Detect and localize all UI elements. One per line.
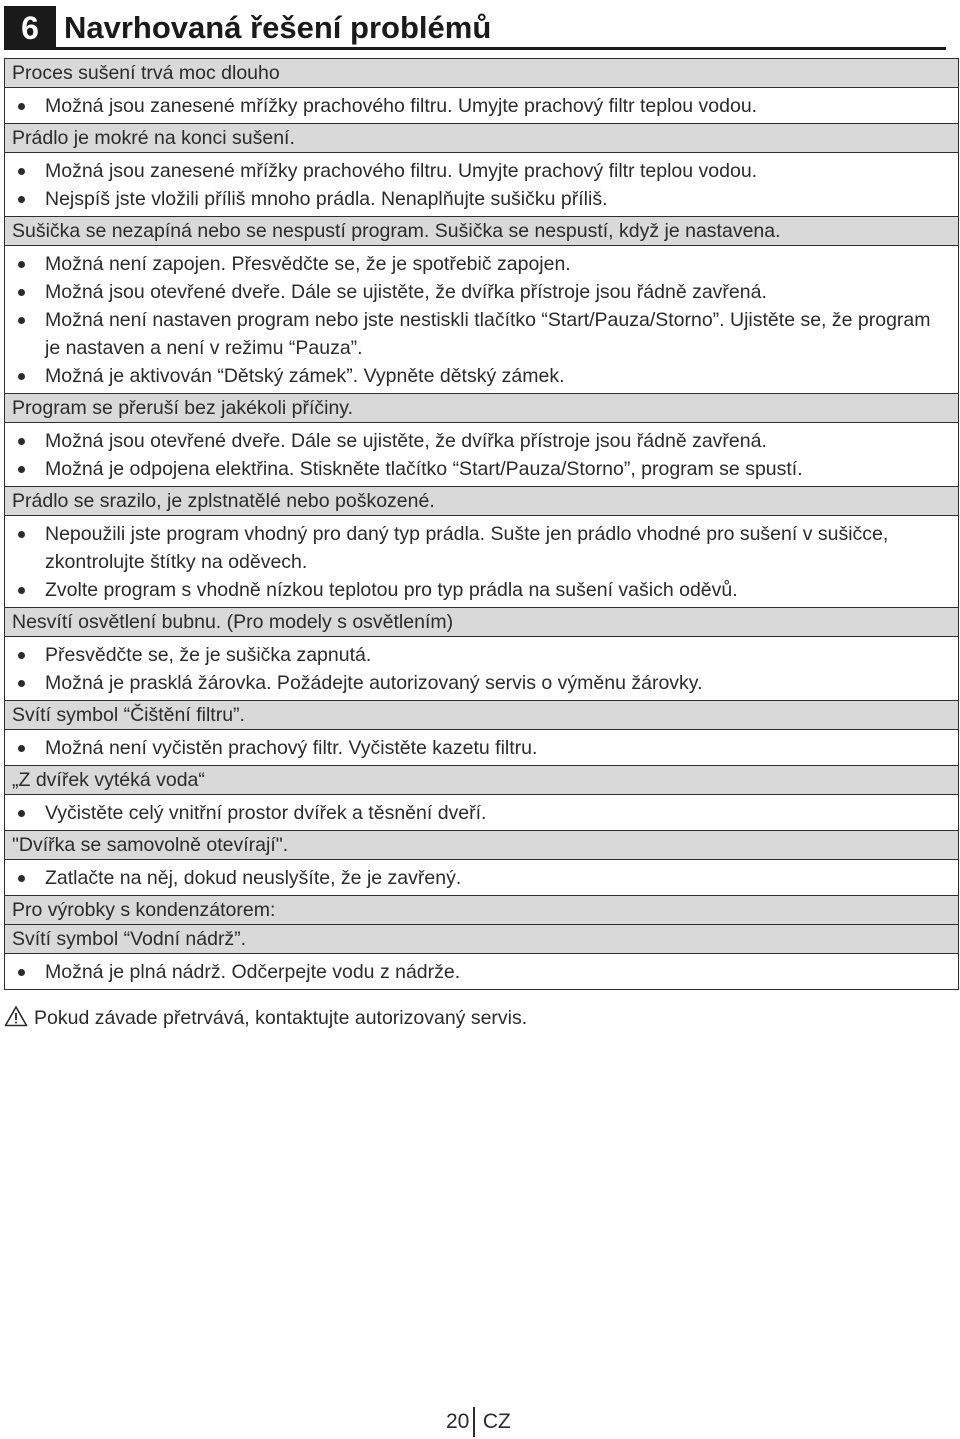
troubleshooting-table — [4, 58, 959, 990]
section-body — [5, 795, 958, 831]
warning-text: Pokud závade přetrvává, kontaktujte autorizovaný servis. — [34, 1007, 528, 1029]
bullet-item: Možná jsou zanesené mřížky prachového filtru. Umyjte prachový filtr teplou vodou. — [5, 157, 958, 185]
section-heading: Prádlo je mokré na konci sušení. — [5, 124, 958, 153]
header-rule — [56, 47, 946, 50]
chapter-header — [4, 6, 946, 50]
section-heading: Sušička se nezapíná nebo se nespustí program. Sušička se nespustí, když je nastavena. — [5, 217, 958, 246]
page-number: 20 — [446, 1410, 470, 1433]
language-code: CZ — [482, 1410, 511, 1433]
section-body — [5, 246, 958, 394]
bullet-item: Možná není zapojen. Přesvědčte se, že je spotřebič zapojen. — [5, 250, 958, 278]
warning-triangle-icon — [4, 1005, 28, 1027]
bullet-item: Možná je aktivován “Dětský zámek”. Vypněte dětský zámek. — [5, 362, 958, 390]
bullet-item: Možná není vyčistěn prachový filtr. Vyčistěte kazetu filtru. — [5, 734, 958, 762]
page-footer — [446, 1406, 511, 1438]
chapter-title: Navrhovaná řešení problémů — [64, 10, 492, 45]
section-body — [5, 730, 958, 766]
section-heading: Program se přeruší bez jakékoli příčiny. — [5, 394, 958, 423]
bullet-item: Možná jsou otevřené dveře. Dále se ujistěte, že dvířka přístroje jsou řádně zavřená. — [5, 427, 958, 455]
bullet-item: Možná je plná nádrž. Odčerpejte vodu z nádrže. — [5, 958, 958, 986]
bullet-item: Možná není nastaven program nebo jste nestiskli tlačítko “Start/Pauza/Storno”. Ujistěte se, že program je nastaven a není v režimu “Pauza”. — [5, 306, 958, 362]
footer-separator — [473, 1407, 475, 1437]
section-heading: „Z dvířek vytéká voda“ — [5, 766, 958, 795]
chapter-number: 6 — [4, 6, 56, 50]
section-heading: Pro výrobky s kondenzátorem: — [5, 896, 958, 925]
bullet-item: Možná je prasklá žárovka. Požádejte autorizovaný servis o výměnu žárovky. — [5, 669, 958, 697]
bullet-item: Nepoužili jste program vhodný pro daný typ prádla. Sušte jen prádlo vhodné pro sušení v sušičce, zkontrolujte štítky na oděvech. — [5, 520, 958, 576]
section-body — [5, 637, 958, 701]
section-heading: Proces sušení trvá moc dlouho — [5, 59, 958, 88]
section-body — [5, 423, 958, 487]
bullet-item: Přesvědčte se, že je sušička zapnutá. — [5, 641, 958, 669]
section-body — [5, 516, 958, 608]
section-heading: Prádlo se srazilo, je zplstnatělé nebo poškozené. — [5, 487, 958, 516]
section-heading: "Dvířka se samovolně otevírají". — [5, 831, 958, 860]
bullet-item: Zatlačte na něj, dokud neuslyšíte, že je zavřený. — [5, 864, 958, 892]
section-body — [5, 88, 958, 124]
bullet-item: Zvolte program s vhodně nízkou teplotou pro typ prádla na sušení vašich oděvů. — [5, 576, 958, 604]
bullet-item: Možná jsou zanesené mřížky prachového filtru. Umyjte prachový filtr teplou vodou. — [5, 92, 958, 120]
warning-note — [4, 1004, 527, 1032]
bullet-item: Možná jsou otevřené dveře. Dále se ujistěte, že dvířka přístroje jsou řádně zavřená. — [5, 278, 958, 306]
section-body — [5, 153, 958, 217]
section-heading: Svítí symbol “Čištění filtru”. — [5, 701, 958, 730]
bullet-item: Vyčistěte celý vnitřní prostor dvířek a těsnění dveří. — [5, 799, 958, 827]
section-body — [5, 860, 958, 896]
bullet-item: Nejspíš jste vložili příliš mnoho prádla. Nenaplňujte sušičku příliš. — [5, 185, 958, 213]
section-heading: Svítí symbol “Vodní nádrž”. — [5, 925, 958, 954]
section-body — [5, 954, 958, 990]
section-heading: Nesvítí osvětlení bubnu. (Pro modely s osvětlením) — [5, 608, 958, 637]
bullet-item: Možná je odpojena elektřina. Stiskněte tlačítko “Start/Pauza/Storno”, program se spustí. — [5, 455, 958, 483]
